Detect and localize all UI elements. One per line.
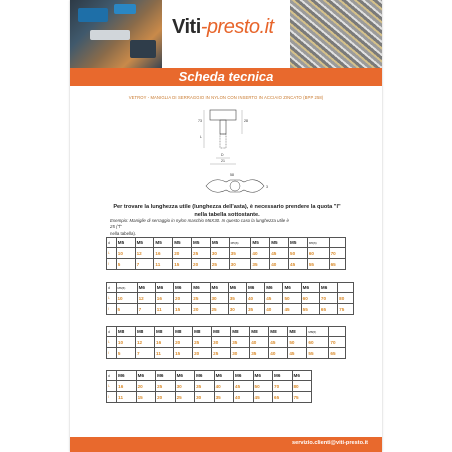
table-cell: 25: [210, 304, 228, 315]
table-cell: 16: [117, 381, 136, 392]
table-cell: 70: [319, 293, 337, 304]
table-cell: M5: [154, 238, 173, 248]
table-cell: 70: [273, 381, 292, 392]
table-cell: M8: [116, 327, 135, 337]
table-header-row: [107, 327, 346, 337]
table-cell: 30: [210, 293, 228, 304]
table-cell: 70: [329, 337, 346, 348]
table-cell: M6: [136, 371, 155, 381]
table-cell: l: [107, 304, 117, 315]
table-cell: 65: [319, 304, 337, 315]
table-cell: 15: [136, 392, 155, 403]
table-cell: M8(6): [307, 327, 329, 337]
table-cell: M6: [156, 371, 175, 381]
table-cell: 40: [214, 381, 233, 392]
table-cell: M6: [265, 283, 283, 293]
table-cell: M5: [173, 238, 192, 248]
table-cell: 35: [214, 392, 233, 403]
table-cell: L: [107, 337, 117, 348]
section-banner: [70, 68, 382, 86]
example-text: [110, 218, 290, 230]
table-cell: 20: [192, 304, 210, 315]
table-row: [107, 293, 354, 304]
table-cell: 40: [234, 392, 253, 403]
table-cell: M5(6): [229, 238, 251, 248]
table-cell: M8: [288, 327, 307, 337]
drawing-top-view: [200, 172, 270, 202]
table-cell: 7: [135, 348, 154, 359]
table-cell: d: [107, 283, 117, 293]
table-cell: 60: [301, 293, 319, 304]
table-cell: M6: [175, 371, 194, 381]
table-cell: 20: [136, 381, 155, 392]
table-cell: 35: [231, 337, 250, 348]
table-cell: 10: [116, 248, 135, 259]
table-cell: 60: [307, 248, 329, 259]
drawing-side-view: [196, 100, 276, 170]
table-cell: M5: [251, 238, 270, 248]
table-cell: 50: [288, 337, 307, 348]
table-cell: M6: [228, 283, 246, 293]
table-cell: 7: [135, 259, 154, 270]
table-cell: 25: [192, 293, 210, 304]
table-cell: 80: [292, 381, 312, 392]
table-cell: 55: [307, 259, 329, 270]
table-cell: M6: [283, 283, 301, 293]
table-cell: M6: [137, 283, 155, 293]
table-row: [107, 348, 346, 359]
table-cell: L: [107, 248, 117, 259]
table-cell: M8: [193, 327, 212, 337]
table-cell: 35: [228, 293, 246, 304]
logo-text-main: Viti: [172, 16, 201, 38]
table-cell: 35: [195, 381, 214, 392]
size-table-m5: [106, 237, 346, 270]
dim-58: 58: [230, 173, 234, 177]
table-cell: M6: [155, 283, 173, 293]
dim-73: 73: [198, 119, 202, 123]
table-header-row: [107, 371, 312, 381]
dim-21: 21: [221, 159, 225, 163]
table-cell: M8: [250, 327, 269, 337]
table-cell: 65: [329, 259, 345, 270]
table-cell: M5: [135, 238, 154, 248]
table-cell: 45: [253, 392, 272, 403]
table-cell: 40: [251, 248, 270, 259]
table-cell: 30: [231, 348, 250, 359]
table-cell: M6: [195, 371, 214, 381]
table-cell: 20: [156, 392, 175, 403]
table-cell: 35: [250, 348, 269, 359]
table-cell: 80: [338, 293, 354, 304]
table-cell: 75: [338, 304, 354, 315]
table-cell: M6: [301, 283, 319, 293]
header-photo-screws: [290, 0, 382, 68]
table-row: [107, 392, 312, 403]
table-cell: 45: [269, 337, 288, 348]
table-cell: 10: [116, 293, 137, 304]
table-cell: 5: [116, 304, 137, 315]
logo-text-suffix: -presto.it: [200, 16, 274, 38]
table-cell: M8: [212, 327, 231, 337]
table-cell: 30: [212, 337, 231, 348]
footer-bar: [70, 437, 382, 452]
table-cell: 5: [116, 348, 135, 359]
table-cell: 20: [174, 337, 193, 348]
table-cell: M5: [192, 238, 211, 248]
table-cell: 16: [155, 337, 174, 348]
header-photo-tools: [70, 0, 162, 68]
table-cell: M6(6): [116, 283, 137, 293]
table-cell: M6: [273, 371, 292, 381]
table-cell: 12: [135, 337, 154, 348]
dim-28: 28: [244, 119, 248, 123]
table-cell: 40: [250, 337, 269, 348]
table-cell: 55: [307, 348, 329, 359]
table-cell: 25: [210, 259, 229, 270]
table-cell: M6: [214, 371, 233, 381]
support-email-link[interactable]: servizio.clienti@viti-presto.it: [291, 440, 368, 446]
table-cell: 70: [329, 248, 345, 259]
table-cell: 30: [229, 259, 251, 270]
table-cell: M6: [117, 371, 136, 381]
table-cell: 50: [289, 248, 308, 259]
size-table-m8: [106, 326, 346, 359]
table-cell: 25: [192, 248, 211, 259]
table-header-row: [107, 238, 346, 248]
table-cell: 7: [137, 304, 155, 315]
example-line: Esempio: Maniglie di serraggio in nylon maschio M6X30. In questo caso la lunghezza utile è 25 ("l": [110, 218, 289, 229]
brand-logo: [172, 16, 274, 39]
table-cell: 30: [210, 248, 229, 259]
product-title: VETROY - MANIGLIA DI SERRAGGIO IN NYLON CON INSERTO IN ACCIAIO ZINCATO (BPP 258): [128, 95, 324, 100]
table-cell: 40: [269, 348, 288, 359]
example-text-continued: nella tabella).: [110, 231, 137, 236]
table-cell: 10: [116, 337, 135, 348]
table-cell: 5: [116, 259, 135, 270]
table-cell: 50: [253, 381, 272, 392]
header: [70, 0, 382, 68]
table-cell: 15: [173, 259, 192, 270]
dim-l: L: [200, 135, 202, 139]
table-cell: 30: [228, 304, 246, 315]
table-cell: d: [107, 238, 117, 248]
table-cell: 25: [156, 381, 175, 392]
table-cell: M6: [292, 371, 312, 381]
table-cell: M6: [210, 283, 228, 293]
table-cell: 45: [289, 259, 308, 270]
table-cell: [329, 327, 346, 337]
dim-3: 3: [266, 185, 268, 189]
table-cell: [329, 238, 345, 248]
table-cell: M6: [174, 283, 192, 293]
table-cell: M8: [135, 327, 154, 337]
table-cell: 11: [155, 348, 174, 359]
table-cell: d: [107, 327, 117, 337]
table-cell: M8: [174, 327, 193, 337]
table-cell: M6: [234, 371, 253, 381]
table-cell: M5: [116, 238, 135, 248]
table-cell: [338, 283, 354, 293]
table-cell: 11: [155, 304, 173, 315]
table-row: [107, 248, 346, 259]
table-row: [107, 381, 312, 392]
table-cell: M5(6): [307, 238, 329, 248]
table-cell: 25: [193, 337, 212, 348]
table-cell: 20: [193, 348, 212, 359]
table-cell: 12: [135, 248, 154, 259]
table-cell: 75: [292, 392, 312, 403]
table-cell: 12: [137, 293, 155, 304]
table-cell: M6: [192, 283, 210, 293]
table-cell: l: [107, 348, 117, 359]
size-table-m6-long: [106, 370, 312, 403]
table-cell: 35: [229, 248, 251, 259]
table-cell: M8: [269, 327, 288, 337]
table-cell: 45: [270, 248, 289, 259]
table-cell: M6: [253, 371, 272, 381]
table-cell: 20: [192, 259, 211, 270]
table-cell: 16: [154, 248, 173, 259]
table-cell: 35: [246, 304, 264, 315]
table-cell: 25: [175, 392, 194, 403]
table-cell: 65: [329, 348, 346, 359]
table-cell: 25: [212, 348, 231, 359]
table-cell: M6: [319, 283, 337, 293]
table-cell: 45: [265, 293, 283, 304]
table-cell: 60: [307, 337, 329, 348]
table-cell: 50: [283, 293, 301, 304]
table-row: [107, 259, 346, 270]
table-cell: 40: [246, 293, 264, 304]
table-cell: 20: [174, 293, 192, 304]
table-cell: d: [107, 371, 117, 381]
table-cell: M5: [289, 238, 308, 248]
table-header-row: [107, 283, 354, 293]
table-cell: M5: [270, 238, 289, 248]
banner-title: Scheda tecnica: [178, 69, 274, 84]
table-cell: 45: [288, 348, 307, 359]
table-row: [107, 304, 354, 315]
table-cell: 11: [154, 259, 173, 270]
table-cell: 15: [174, 304, 192, 315]
table-cell: 11: [117, 392, 136, 403]
table-cell: 40: [265, 304, 283, 315]
table-row: [107, 337, 346, 348]
table-cell: L: [107, 293, 117, 304]
table-cell: l: [107, 392, 117, 403]
technical-sheet-page: [70, 0, 382, 452]
table-cell: 45: [234, 381, 253, 392]
table-cell: l: [107, 259, 117, 270]
dim-d: D: [221, 153, 224, 157]
table-cell: M5: [210, 238, 229, 248]
table-cell: L: [107, 381, 117, 392]
table-cell: 65: [273, 392, 292, 403]
table-cell: 30: [175, 381, 194, 392]
size-table-m6: [106, 282, 354, 315]
table-cell: 20: [173, 248, 192, 259]
table-cell: 15: [174, 348, 193, 359]
table-cell: 40: [270, 259, 289, 270]
table-cell: 16: [155, 293, 173, 304]
intro-text: Per trovare la lunghezza utile (lunghezza dell'asta), è necessario prendere la quota "l" nella tabella sottostante.: [113, 204, 341, 218]
table-cell: 45: [283, 304, 301, 315]
table-cell: M8: [155, 327, 174, 337]
table-cell: 35: [251, 259, 270, 270]
table-cell: M8: [231, 327, 250, 337]
table-cell: M6: [246, 283, 264, 293]
table-cell: 30: [195, 392, 214, 403]
table-cell: 55: [301, 304, 319, 315]
